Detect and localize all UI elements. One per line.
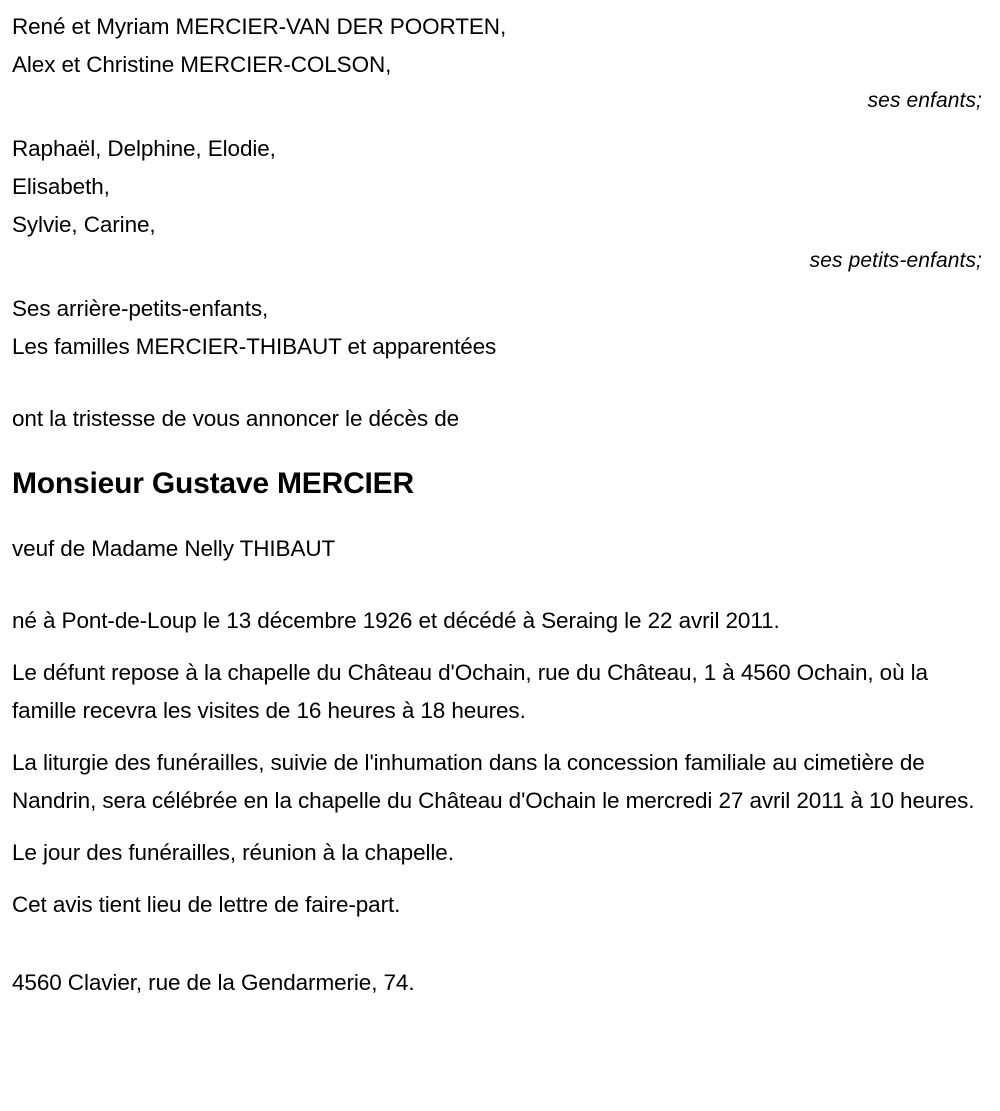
birth-death-paragraph: né à Pont-de-Loup le 13 décembre 1926 et décédé à Seraing le 22 avril 2011. — [12, 608, 780, 633]
spacer-before-footer — [12, 924, 990, 964]
deceased-name: Monsieur Gustave MERCIER — [12, 467, 414, 500]
spacer-after-grandchildren — [12, 278, 990, 290]
relation-label-grandchildren: ses petits-enfants; — [809, 249, 982, 272]
notice-stands-paragraph: Cet avis tient lieu de lettre de faire-part. — [12, 892, 401, 917]
other-relatives-block — [12, 290, 990, 366]
spouse-line: veuf de Madame Nelly THIBAUT — [12, 536, 336, 561]
spacer-before-intro — [12, 366, 990, 400]
spacer-before-details — [12, 568, 990, 602]
repose-paragraph: Le défunt repose à la chapelle du Château d'Ochain, rue du Château, 1 à 4560 Ochain, où la famille recevra les visites de 16 heures à 18 heures. — [12, 660, 928, 723]
spacer-before-name — [12, 438, 990, 464]
children-block — [12, 8, 990, 118]
gathering-paragraph: Le jour des funérailles, réunion à la chapelle. — [12, 840, 454, 865]
great-grandchildren-line: Ses arrière-petits-enfants, — [12, 296, 269, 321]
grandchildren-line-2: Elisabeth, — [12, 174, 110, 199]
grandchildren-line-1: Raphaël, Delphine, Elodie, — [12, 136, 276, 161]
relation-label-children: ses enfants; — [867, 89, 982, 112]
footer-address: 4560 Clavier, rue de la Gendarmerie, 74. — [12, 970, 415, 995]
children-line-2: Alex et Christine MERCIER-COLSON, — [12, 52, 392, 77]
spacer-after-children — [12, 118, 990, 130]
grandchildren-block — [12, 130, 990, 278]
liturgy-paragraph: La liturgie des funérailles, suivie de l'inhumation dans la concession familiale au cimetière de Nandrin, sera célébrée en la chapelle du Château d'Ochain le mercredi 27 avril 2011 à 10 heures. — [12, 750, 975, 813]
spacer-after-name — [12, 504, 990, 530]
announcement-intro: ont la tristesse de vous annoncer le décès de — [12, 406, 460, 431]
related-families-line: Les familles MERCIER-THIBAUT et apparentées — [12, 334, 497, 359]
grandchildren-line-3: Sylvie, Carine, — [12, 212, 156, 237]
children-line-1: René et Myriam MERCIER-VAN DER POORTEN, — [12, 14, 507, 39]
